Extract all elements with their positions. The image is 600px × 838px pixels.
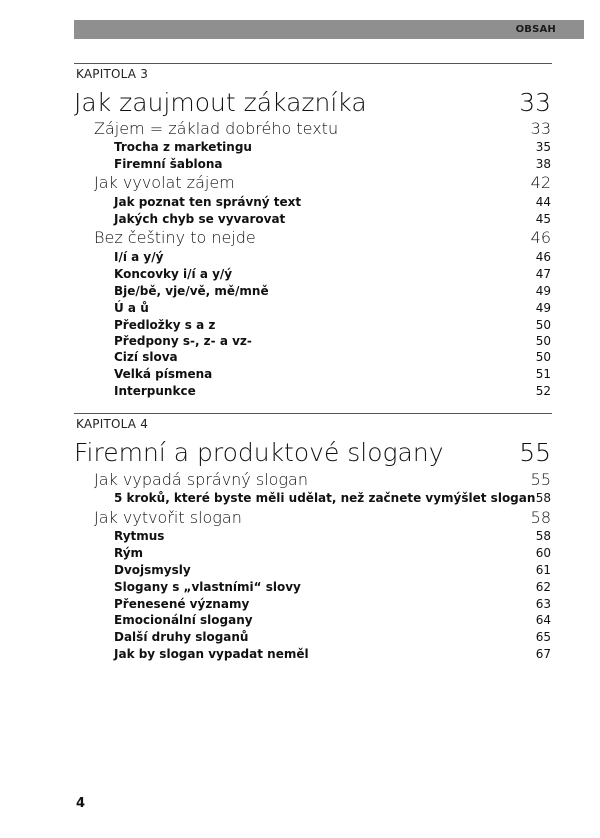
- toc-subsection-title: Slogany s „vlastními“ slovy: [114, 580, 301, 594]
- toc-subsection-title: Předpony s-, z- a vz-: [114, 334, 252, 348]
- toc-page-number: 50: [535, 350, 551, 364]
- toc-page-number: 33: [530, 119, 551, 138]
- toc-subsection-title: Dvojsmysly: [114, 563, 191, 577]
- toc-subsection-title: Velká písmena: [114, 367, 213, 381]
- toc-page-number: 67: [535, 647, 551, 661]
- toc-section-title: Jak vytvořit slogan: [94, 508, 242, 527]
- toc-subsection-title: Jak poznat ten správný text: [114, 195, 302, 209]
- toc-page-number: 52: [535, 384, 551, 398]
- chapter-label: KAPITOLA 3: [76, 67, 149, 81]
- chapter-divider: [74, 63, 552, 64]
- toc-section-title: Jak vyvolat zájem: [94, 173, 235, 192]
- toc-page-number: 51: [535, 367, 551, 381]
- toc-subsection-title: Jak by slogan vypadat neměl: [114, 647, 309, 661]
- toc-page-number: 62: [535, 580, 551, 594]
- toc-subsection-title: Další druhy sloganů: [114, 630, 249, 644]
- toc-subsection-title: 5 kroků, které byste měli udělat, než začnete vymýšlet slogan: [114, 491, 536, 505]
- toc-section-entry[interactable]: [0, 508, 600, 528]
- toc-section-entry[interactable]: [0, 119, 600, 139]
- toc-page-number: 49: [535, 301, 551, 315]
- toc-page-number: 44: [535, 195, 551, 209]
- toc-subsection-title: Koncovky i/í a y/ý: [114, 267, 233, 281]
- toc-page-number: 50: [535, 334, 551, 348]
- toc-subsection-title: Ú a ů: [114, 301, 149, 315]
- toc-subsection-title: Přenesené významy: [114, 597, 250, 611]
- chapter-divider: [74, 413, 552, 414]
- page-number: 4: [76, 796, 86, 811]
- toc-subsection-title: Cizí slova: [114, 350, 178, 364]
- toc-subsection-title: Trocha z marketingu: [114, 140, 252, 154]
- toc-page-number: 46: [530, 228, 551, 247]
- toc-subsection-title: Rytmus: [114, 529, 165, 543]
- toc-subsection-title: Rým: [114, 546, 144, 560]
- toc-page-number: 58: [530, 508, 551, 527]
- toc-page-number: 55: [519, 438, 551, 467]
- header-label: OBSAH: [515, 24, 556, 35]
- toc-page-number: 65: [535, 630, 551, 644]
- toc-section-entry[interactable]: [0, 228, 600, 248]
- toc-chapter-title: Jak zaujmout zákazníka: [74, 88, 367, 117]
- toc-subsection-title: I/í a y/ý: [114, 250, 164, 264]
- toc-subsection-entry[interactable]: [0, 647, 600, 667]
- chapter-label: KAPITOLA 4: [76, 417, 149, 431]
- toc-subsection-title: Interpunkce: [114, 384, 196, 398]
- toc-page-number: 47: [535, 267, 551, 281]
- toc-subsection-title: Firemní šablona: [114, 157, 223, 171]
- toc-page-number: 64: [535, 613, 551, 627]
- toc-page-number: 49: [535, 284, 551, 298]
- toc-subsection-title: Předložky s a z: [114, 318, 216, 332]
- toc-section-title: Bez češtiny to nejde: [94, 228, 256, 247]
- toc-page-number: 35: [535, 140, 551, 154]
- toc-page-number: 61: [535, 563, 551, 577]
- toc-section-title: Jak vypadá správný slogan: [94, 470, 308, 489]
- toc-page-number: 33: [519, 88, 551, 117]
- toc-chapter-entry[interactable]: [0, 438, 600, 468]
- toc-page-number: 46: [535, 250, 551, 264]
- toc-page-number: 58: [535, 529, 551, 543]
- toc-chapter-title: Firemní a produktové slogany: [74, 438, 444, 467]
- toc-chapter-entry[interactable]: [0, 88, 600, 118]
- toc-subsection-title: Emocionální slogany: [114, 613, 253, 627]
- toc-subsection-entry[interactable]: [0, 384, 600, 404]
- toc-page-number: 55: [530, 470, 551, 489]
- header-bar: [74, 20, 584, 39]
- toc-page-number: 58: [535, 491, 551, 505]
- toc-page-number: 50: [535, 318, 551, 332]
- toc-page-number: 42: [530, 173, 551, 192]
- toc-subsection-title: Bje/bě, vje/vě, mě/mně: [114, 284, 269, 298]
- toc-page-number: 45: [535, 212, 551, 226]
- toc-page-number: 63: [535, 597, 551, 611]
- toc-page-number: 60: [535, 546, 551, 560]
- toc-section-entry[interactable]: [0, 173, 600, 193]
- toc-section-title: Zájem = základ dobrého textu: [94, 119, 339, 138]
- toc-subsection-title: Jakých chyb se vyvarovat: [114, 212, 286, 226]
- toc-section-entry[interactable]: [0, 470, 600, 490]
- toc-page-number: 38: [535, 157, 551, 171]
